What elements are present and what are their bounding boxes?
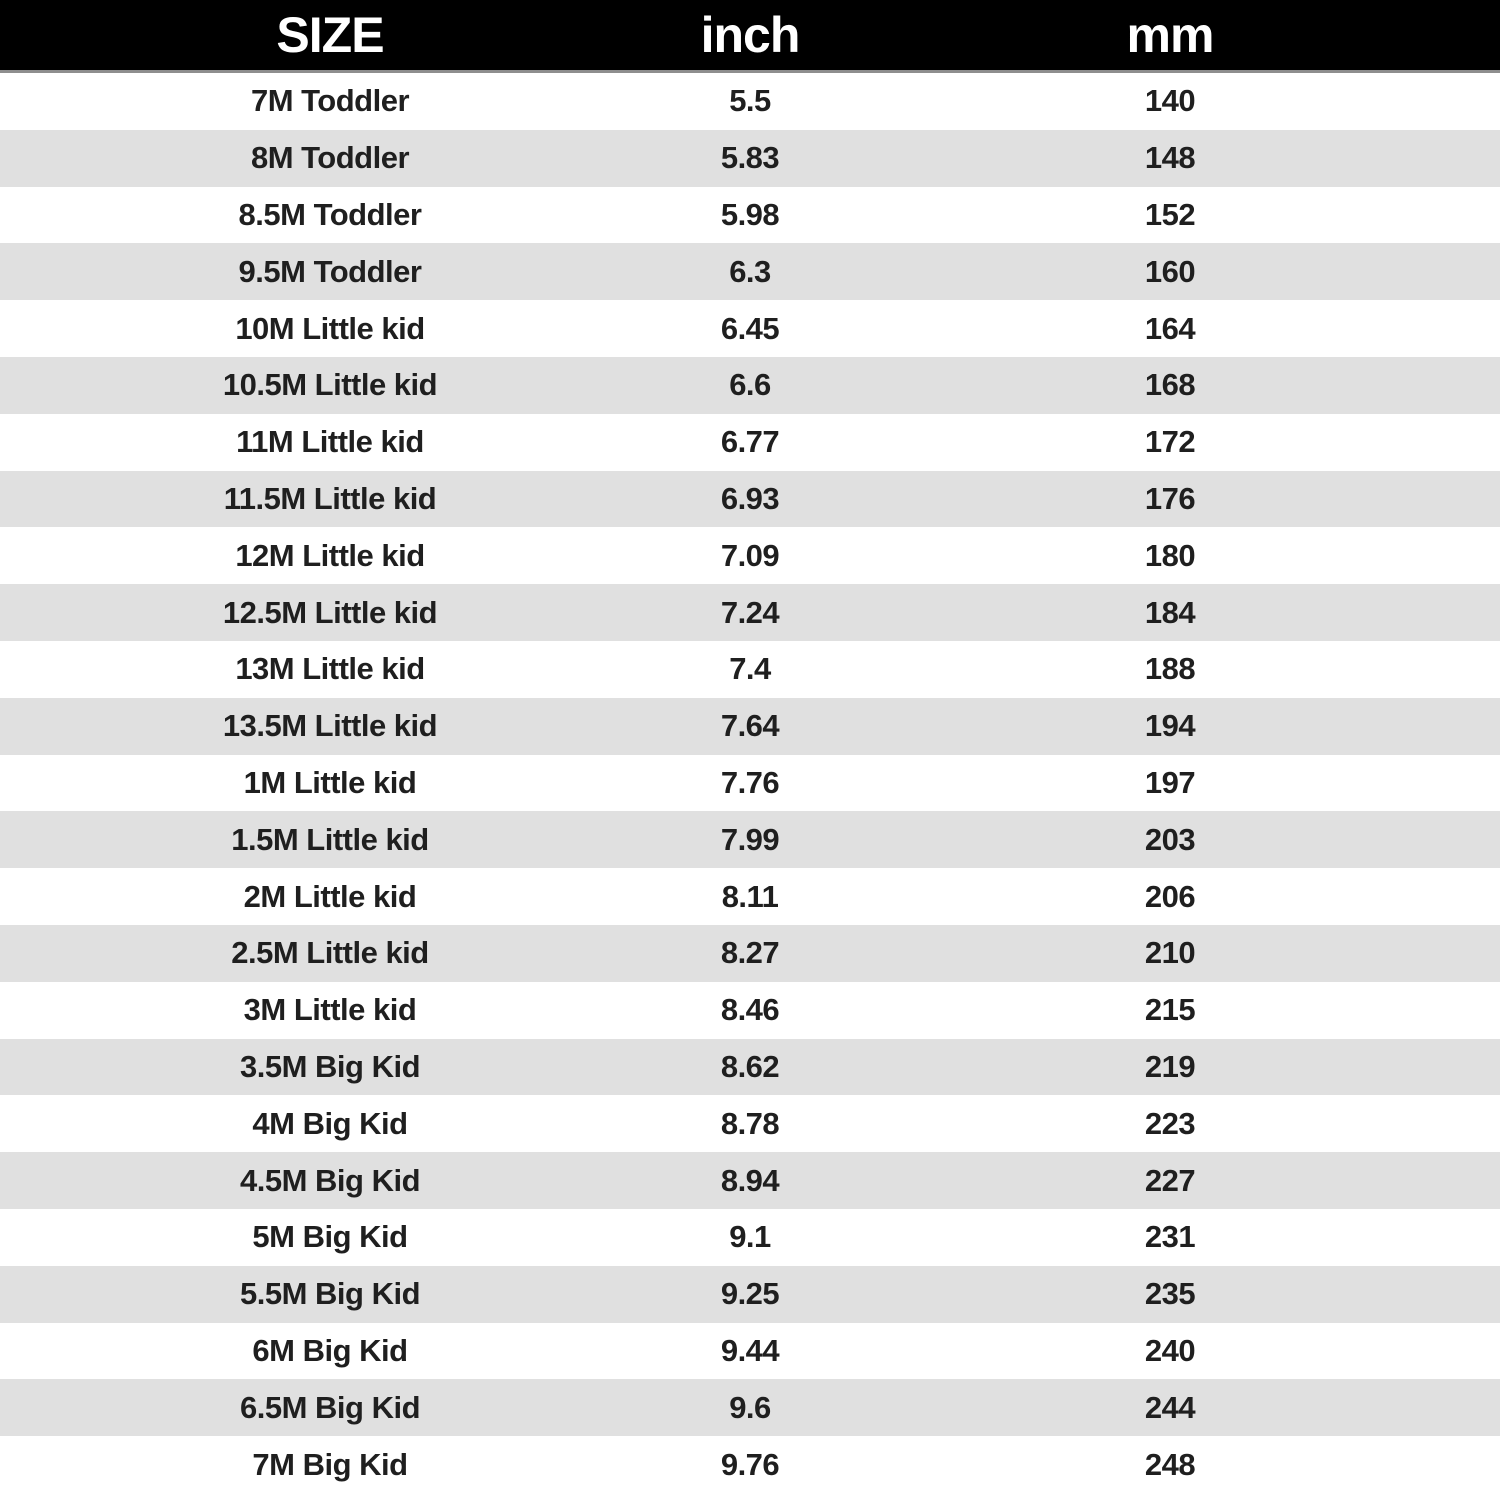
table-cell: 7.64 (660, 698, 840, 755)
table-cell: 5M Big Kid (0, 1209, 660, 1266)
table-cell: 11M Little kid (0, 414, 660, 471)
table-cell: 5.5 (660, 72, 840, 130)
table-cell: 10M Little kid (0, 300, 660, 357)
table-row (0, 811, 1500, 868)
table-cell: 6.77 (660, 414, 840, 471)
table-cell: 3M Little kid (0, 982, 660, 1039)
table-row (0, 300, 1500, 357)
col-header-inch: inch (660, 0, 840, 72)
table-cell: 13.5M Little kid (0, 698, 660, 755)
table-cell: 235 (840, 1266, 1500, 1323)
table-cell: 206 (840, 868, 1500, 925)
table-cell: 12M Little kid (0, 527, 660, 584)
table-cell: 8.46 (660, 982, 840, 1039)
table-cell: 3.5M Big Kid (0, 1039, 660, 1096)
table-row (0, 1436, 1500, 1493)
table-cell: 215 (840, 982, 1500, 1039)
table-cell: 168 (840, 357, 1500, 414)
table-cell: 8.94 (660, 1152, 840, 1209)
table-row (0, 130, 1500, 187)
table-cell: 8.62 (660, 1039, 840, 1096)
table-row (0, 527, 1500, 584)
table-cell: 2M Little kid (0, 868, 660, 925)
table-row (0, 584, 1500, 641)
table-cell: 184 (840, 584, 1500, 641)
table-body (0, 72, 1500, 1493)
table-row (0, 414, 1500, 471)
table-cell: 180 (840, 527, 1500, 584)
table-cell: 172 (840, 414, 1500, 471)
table-cell: 8.11 (660, 868, 840, 925)
table-row (0, 243, 1500, 300)
table-cell: 244 (840, 1379, 1500, 1436)
table-row (0, 1152, 1500, 1209)
table-cell: 197 (840, 755, 1500, 812)
table-cell: 148 (840, 130, 1500, 187)
table-row (0, 982, 1500, 1039)
table-row (0, 868, 1500, 925)
table-row (0, 1379, 1500, 1436)
table-cell: 7.99 (660, 811, 840, 868)
table-cell: 6M Big Kid (0, 1323, 660, 1380)
table-cell: 8.5M Toddler (0, 187, 660, 244)
table-cell: 9.44 (660, 1323, 840, 1380)
table-cell: 7.76 (660, 755, 840, 812)
table-row (0, 1266, 1500, 1323)
table-cell: 1M Little kid (0, 755, 660, 812)
table-cell: 8.27 (660, 925, 840, 982)
table-cell: 7.09 (660, 527, 840, 584)
table-cell: 248 (840, 1436, 1500, 1493)
table-cell: 2.5M Little kid (0, 925, 660, 982)
table-row (0, 72, 1500, 130)
table-row (0, 641, 1500, 698)
table-cell: 210 (840, 925, 1500, 982)
table-cell: 5.5M Big Kid (0, 1266, 660, 1323)
table-cell: 160 (840, 243, 1500, 300)
table-row (0, 1323, 1500, 1380)
table-cell: 6.45 (660, 300, 840, 357)
table-row (0, 187, 1500, 244)
table-cell: 7M Big Kid (0, 1436, 660, 1493)
table-cell: 7.24 (660, 584, 840, 641)
table-row (0, 1039, 1500, 1096)
table-cell: 4M Big Kid (0, 1095, 660, 1152)
table-cell: 227 (840, 1152, 1500, 1209)
table-cell: 231 (840, 1209, 1500, 1266)
table-cell: 9.1 (660, 1209, 840, 1266)
table-row (0, 471, 1500, 528)
table-cell: 188 (840, 641, 1500, 698)
table-cell: 6.5M Big Kid (0, 1379, 660, 1436)
table-cell: 7.4 (660, 641, 840, 698)
table-cell: 5.98 (660, 187, 840, 244)
table-cell: 1.5M Little kid (0, 811, 660, 868)
col-header-mm: mm (840, 0, 1500, 72)
table-cell: 140 (840, 72, 1500, 130)
table-cell: 9.6 (660, 1379, 840, 1436)
table-row (0, 698, 1500, 755)
table-row (0, 755, 1500, 812)
table-cell: 8M Toddler (0, 130, 660, 187)
table-cell: 13M Little kid (0, 641, 660, 698)
table-row (0, 357, 1500, 414)
table-cell: 240 (840, 1323, 1500, 1380)
table-cell: 194 (840, 698, 1500, 755)
table-cell: 11.5M Little kid (0, 471, 660, 528)
table-cell: 223 (840, 1095, 1500, 1152)
table-cell: 164 (840, 300, 1500, 357)
table-row (0, 1209, 1500, 1266)
table-cell: 219 (840, 1039, 1500, 1096)
table-cell: 6.93 (660, 471, 840, 528)
table-cell: 9.76 (660, 1436, 840, 1493)
table-cell: 10.5M Little kid (0, 357, 660, 414)
table-cell: 4.5M Big Kid (0, 1152, 660, 1209)
col-header-size: SIZE (0, 0, 660, 72)
table-cell: 152 (840, 187, 1500, 244)
table-cell: 9.5M Toddler (0, 243, 660, 300)
table-cell: 5.83 (660, 130, 840, 187)
table-cell: 176 (840, 471, 1500, 528)
table-cell: 8.78 (660, 1095, 840, 1152)
table-row (0, 925, 1500, 982)
table-cell: 6.3 (660, 243, 840, 300)
header-row (0, 0, 1500, 72)
table-cell: 9.25 (660, 1266, 840, 1323)
table-cell: 6.6 (660, 357, 840, 414)
table-cell: 12.5M Little kid (0, 584, 660, 641)
table-cell: 203 (840, 811, 1500, 868)
table-cell: 7M Toddler (0, 72, 660, 130)
table-row (0, 1095, 1500, 1152)
